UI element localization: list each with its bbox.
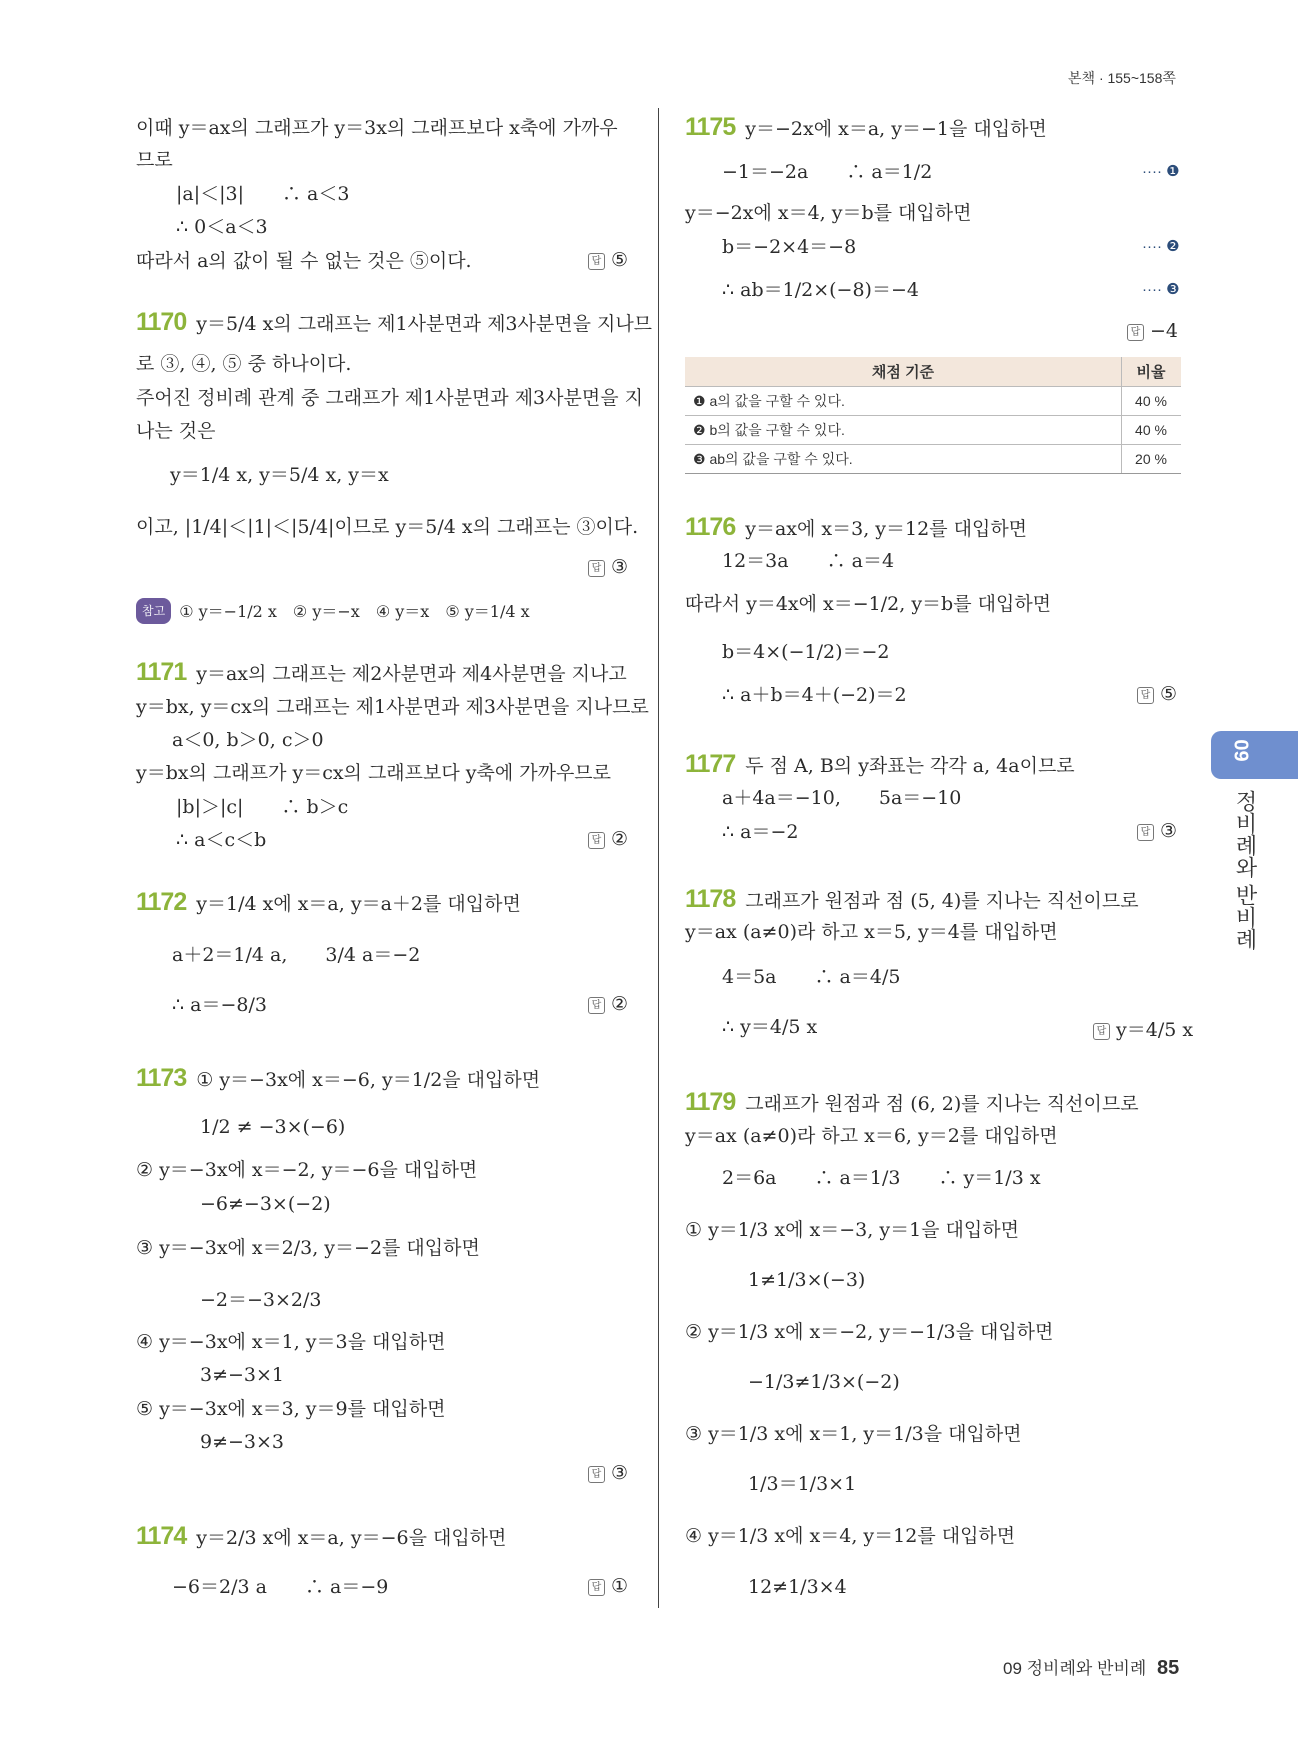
grading-header: 비율 [1122,357,1182,387]
problem-number: 1179 [685,1088,736,1116]
column-divider [658,108,659,1608]
answer-mark: 답 ③ [588,1462,628,1484]
chapter-tab [1211,731,1298,779]
solution-line: y＝bx의 그래프가 y＝cx의 그래프보다 y축에 가까우므로 [136,762,612,784]
solution-line: 따라서 y＝4x에 x＝−1/2, y＝b를 대입하면 [685,593,1052,615]
solution-line: −6＝2/3 a ∴ a＝−9 [172,1576,389,1598]
solution-line: 2＝6a ∴ a＝1/3 ∴ y＝1/3 x [722,1167,1041,1189]
grading-header: 채점 기준 [685,357,1122,387]
solution-line: 1/3＝1/3×1 [748,1473,857,1495]
solution-line: −2＝−3×2/3 [200,1289,322,1311]
answer-icon: 답 [588,832,605,849]
page-footer [1003,1654,1179,1680]
grading-criterion: ❷ b의 값을 구할 수 있다. [685,416,1122,445]
solution-line: ∴ y＝4/5 x [722,1016,818,1038]
problem-1173: 1173 ① y＝−3x에 x＝−6, y＝1/2을 대입하면 [136,1064,541,1092]
answer-icon: 답 [1127,324,1144,341]
solution-line: b＝−2×4＝−8 [722,236,857,258]
solution-line: b＝4×(−1/2)＝−2 [722,641,890,663]
solution-line: a＜0, b＞0, c＞0 [172,729,324,751]
problem-number: 1172 [136,888,187,916]
grading-header-row [685,357,1181,387]
solution-line: ① y＝1/3 x에 x＝−3, y＝1을 대입하면 [685,1219,1019,1241]
grading-criterion: ❸ ab의 값을 구할 수 있다. [685,445,1122,474]
solution-line: ∴ ab＝1/2×(−8)＝−4 [722,279,919,301]
problem-1176: 1176 y＝ax에 x＝3, y＝12를 대입하면 [685,513,1028,541]
intro-line: 이때 y＝ax의 그래프가 y＝3x의 그래프보다 x축에 가까우 [136,117,618,139]
intro-line: 므로 [136,149,173,171]
solution-line: 3≠−3×1 [200,1364,285,1386]
solution-line: 1≠1/3×(−3) [748,1269,866,1291]
problem-number: 1171 [136,658,187,686]
problem-1178: 1178 그래프가 원점과 점 (5, 4)를 지나는 직선이므로 [685,885,1139,913]
problem-number: 1176 [685,513,736,541]
solution-line: y＝ax (a≠0)라 하고 x＝6, y＝2를 대입하면 [685,1125,1058,1147]
problem-1174: 1174 y＝2/3 x에 x＝a, y＝−6을 대입하면 [136,1522,507,1550]
step-marker: ···· ❶ [1142,163,1180,180]
book-reference: 본책 · 155~158쪽 [1068,70,1176,86]
answer-icon: 답 [588,1466,605,1483]
solution-line: ∴ a＝−8/3 [172,994,267,1016]
solution-line: −1＝−2a ∴ a＝1/2 [722,161,933,183]
answer-icon: 답 [1137,824,1154,841]
answer-icon: 답 [1137,687,1154,704]
solution-line: 1/2 ≠ −3×(−6) [200,1116,346,1138]
answer-mark: 답 ⑤ [588,249,628,271]
reference-note: 참고 ① y＝−1/2 x ② y＝−x ④ y＝x ⑤ y＝1/4 x [136,598,530,624]
answer-mark: 답 ③ [588,556,628,578]
solution-line: −1/3≠1/3×(−2) [748,1371,900,1393]
answer-icon: 답 [588,253,605,270]
solution-line: 주어진 정비례 관계 중 그래프가 제1사분면과 제3사분면을 지 [136,387,643,409]
grading-row [685,445,1181,474]
problem-1171: 1171 y＝ax의 그래프는 제2사분면과 제4사분면을 지나고 [136,658,627,686]
solution-line: ∴ a＋b＝4＋(−2)＝2 [722,684,907,706]
chapter-side-title: 정비례와 반비례 [1233,790,1258,951]
answer-mark: 답 −4 [1127,320,1178,342]
answer-icon: 답 [588,997,605,1014]
solution-line: ∴ a＜c＜b [176,829,267,851]
grading-ratio: 40 % [1122,416,1182,445]
page-number: 85 [1157,1657,1180,1679]
answer-mark: 답 ② [588,828,628,850]
grading-ratio: 40 % [1122,387,1182,416]
step-marker: ···· ❸ [1142,281,1180,298]
solution-line: ③ y＝−3x에 x＝2/3, y＝−2를 대입하면 [136,1237,480,1259]
intro-line: 따라서 a의 값이 될 수 없는 것은 ⑤이다. [136,250,472,272]
answer-mark: 답 ⑤ [1137,683,1177,705]
solution-line: ③ y＝1/3 x에 x＝1, y＝1/3을 대입하면 [685,1423,1022,1445]
solution-line: |b|＞|c| ∴ b＞c [176,796,349,818]
solution-line: 9≠−3×3 [200,1431,285,1453]
solution-line: 로 ③, ④, ⑤ 중 하나이다. [136,353,352,375]
problem-number: 1178 [685,885,736,913]
answer-mark: 답 y＝4/5 x [1093,1015,1193,1042]
solution-line: ④ y＝1/3 x에 x＝4, y＝12를 대입하면 [685,1525,1016,1547]
solution-line: y＝bx, y＝cx의 그래프는 제1사분면과 제3사분면을 지나므로 [136,696,649,718]
step-marker: ···· ❷ [1142,238,1180,255]
intro-line: ∴ 0＜a＜3 [176,216,268,238]
answer-icon: 답 [1093,1023,1110,1040]
answer-mark: 답 ② [588,993,628,1015]
solution-line: ∴ a＝−2 [722,821,799,843]
answer-icon: 답 [588,1579,605,1596]
answer-mark: 답 ① [588,1575,628,1597]
solution-line: 12≠1/3×4 [748,1576,847,1598]
grading-table [685,357,1181,474]
solution-line: 12＝3a ∴ a＝4 [722,550,895,572]
solution-line: y＝ax (a≠0)라 하고 x＝5, y＝4를 대입하면 [685,921,1058,943]
solution-line: ⑤ y＝−3x에 x＝3, y＝9를 대입하면 [136,1398,446,1420]
problem-number: 1175 [685,113,736,141]
answer-mark: 답 ③ [1137,820,1177,842]
grading-ratio: 20 % [1122,445,1182,474]
solution-line: y＝1/4 x, y＝5/4 x, y＝x [170,464,389,486]
solution-line: −6≠−3×(−2) [200,1193,331,1215]
solution-line: ② y＝1/3 x에 x＝−2, y＝−1/3을 대입하면 [685,1321,1054,1343]
solution-line: 이고, |1/4|＜|1|＜|5/4|이므로 y＝5/4 x의 그래프는 ③이다. [136,516,639,538]
grading-row [685,416,1181,445]
problem-number: 1173 [136,1064,187,1092]
answer-icon: 답 [588,560,605,577]
solution-line: ② y＝−3x에 x＝−2, y＝−6을 대입하면 [136,1159,478,1181]
problem-1175: 1175 y＝−2x에 x＝a, y＝−1을 대입하면 [685,113,1047,141]
solution-line: 4＝5a ∴ a＝4/5 [722,966,901,988]
intro-line: |a|＜|3| ∴ a＜3 [176,183,350,205]
problem-1179: 1179 그래프가 원점과 점 (6, 2)를 지나는 직선이므로 [685,1088,1139,1116]
problem-1170: 1170 y＝5/4 x의 그래프는 제1사분면과 제3사분면을 지나므 [136,308,653,336]
note-tag: 참고 [136,598,171,624]
solution-line: a＋2＝1/4 a, 3/4 a＝−2 [172,944,421,966]
chapter-number: 09 [1229,739,1252,762]
grading-criterion: ❶ a의 값을 구할 수 있다. [685,387,1122,416]
problem-1177: 1177 두 점 A, B의 y좌표는 각각 a, 4a이므로 [685,750,1075,778]
solution-line: ④ y＝−3x에 x＝1, y＝3을 대입하면 [136,1331,446,1353]
problem-number: 1170 [136,308,187,336]
footer-chapter: 09 정비례와 반비례 [1003,1659,1147,1678]
grading-row [685,387,1181,416]
problem-1172: 1172 y＝1/4 x에 x＝a, y＝a＋2를 대입하면 [136,888,521,916]
solution-line: 나는 것은 [136,420,216,442]
solution-line: y＝−2x에 x＝4, y＝b를 대입하면 [685,202,972,224]
problem-number: 1177 [685,750,736,778]
problem-number: 1174 [136,1522,187,1550]
solution-line: a＋4a＝−10, 5a＝−10 [722,787,962,809]
